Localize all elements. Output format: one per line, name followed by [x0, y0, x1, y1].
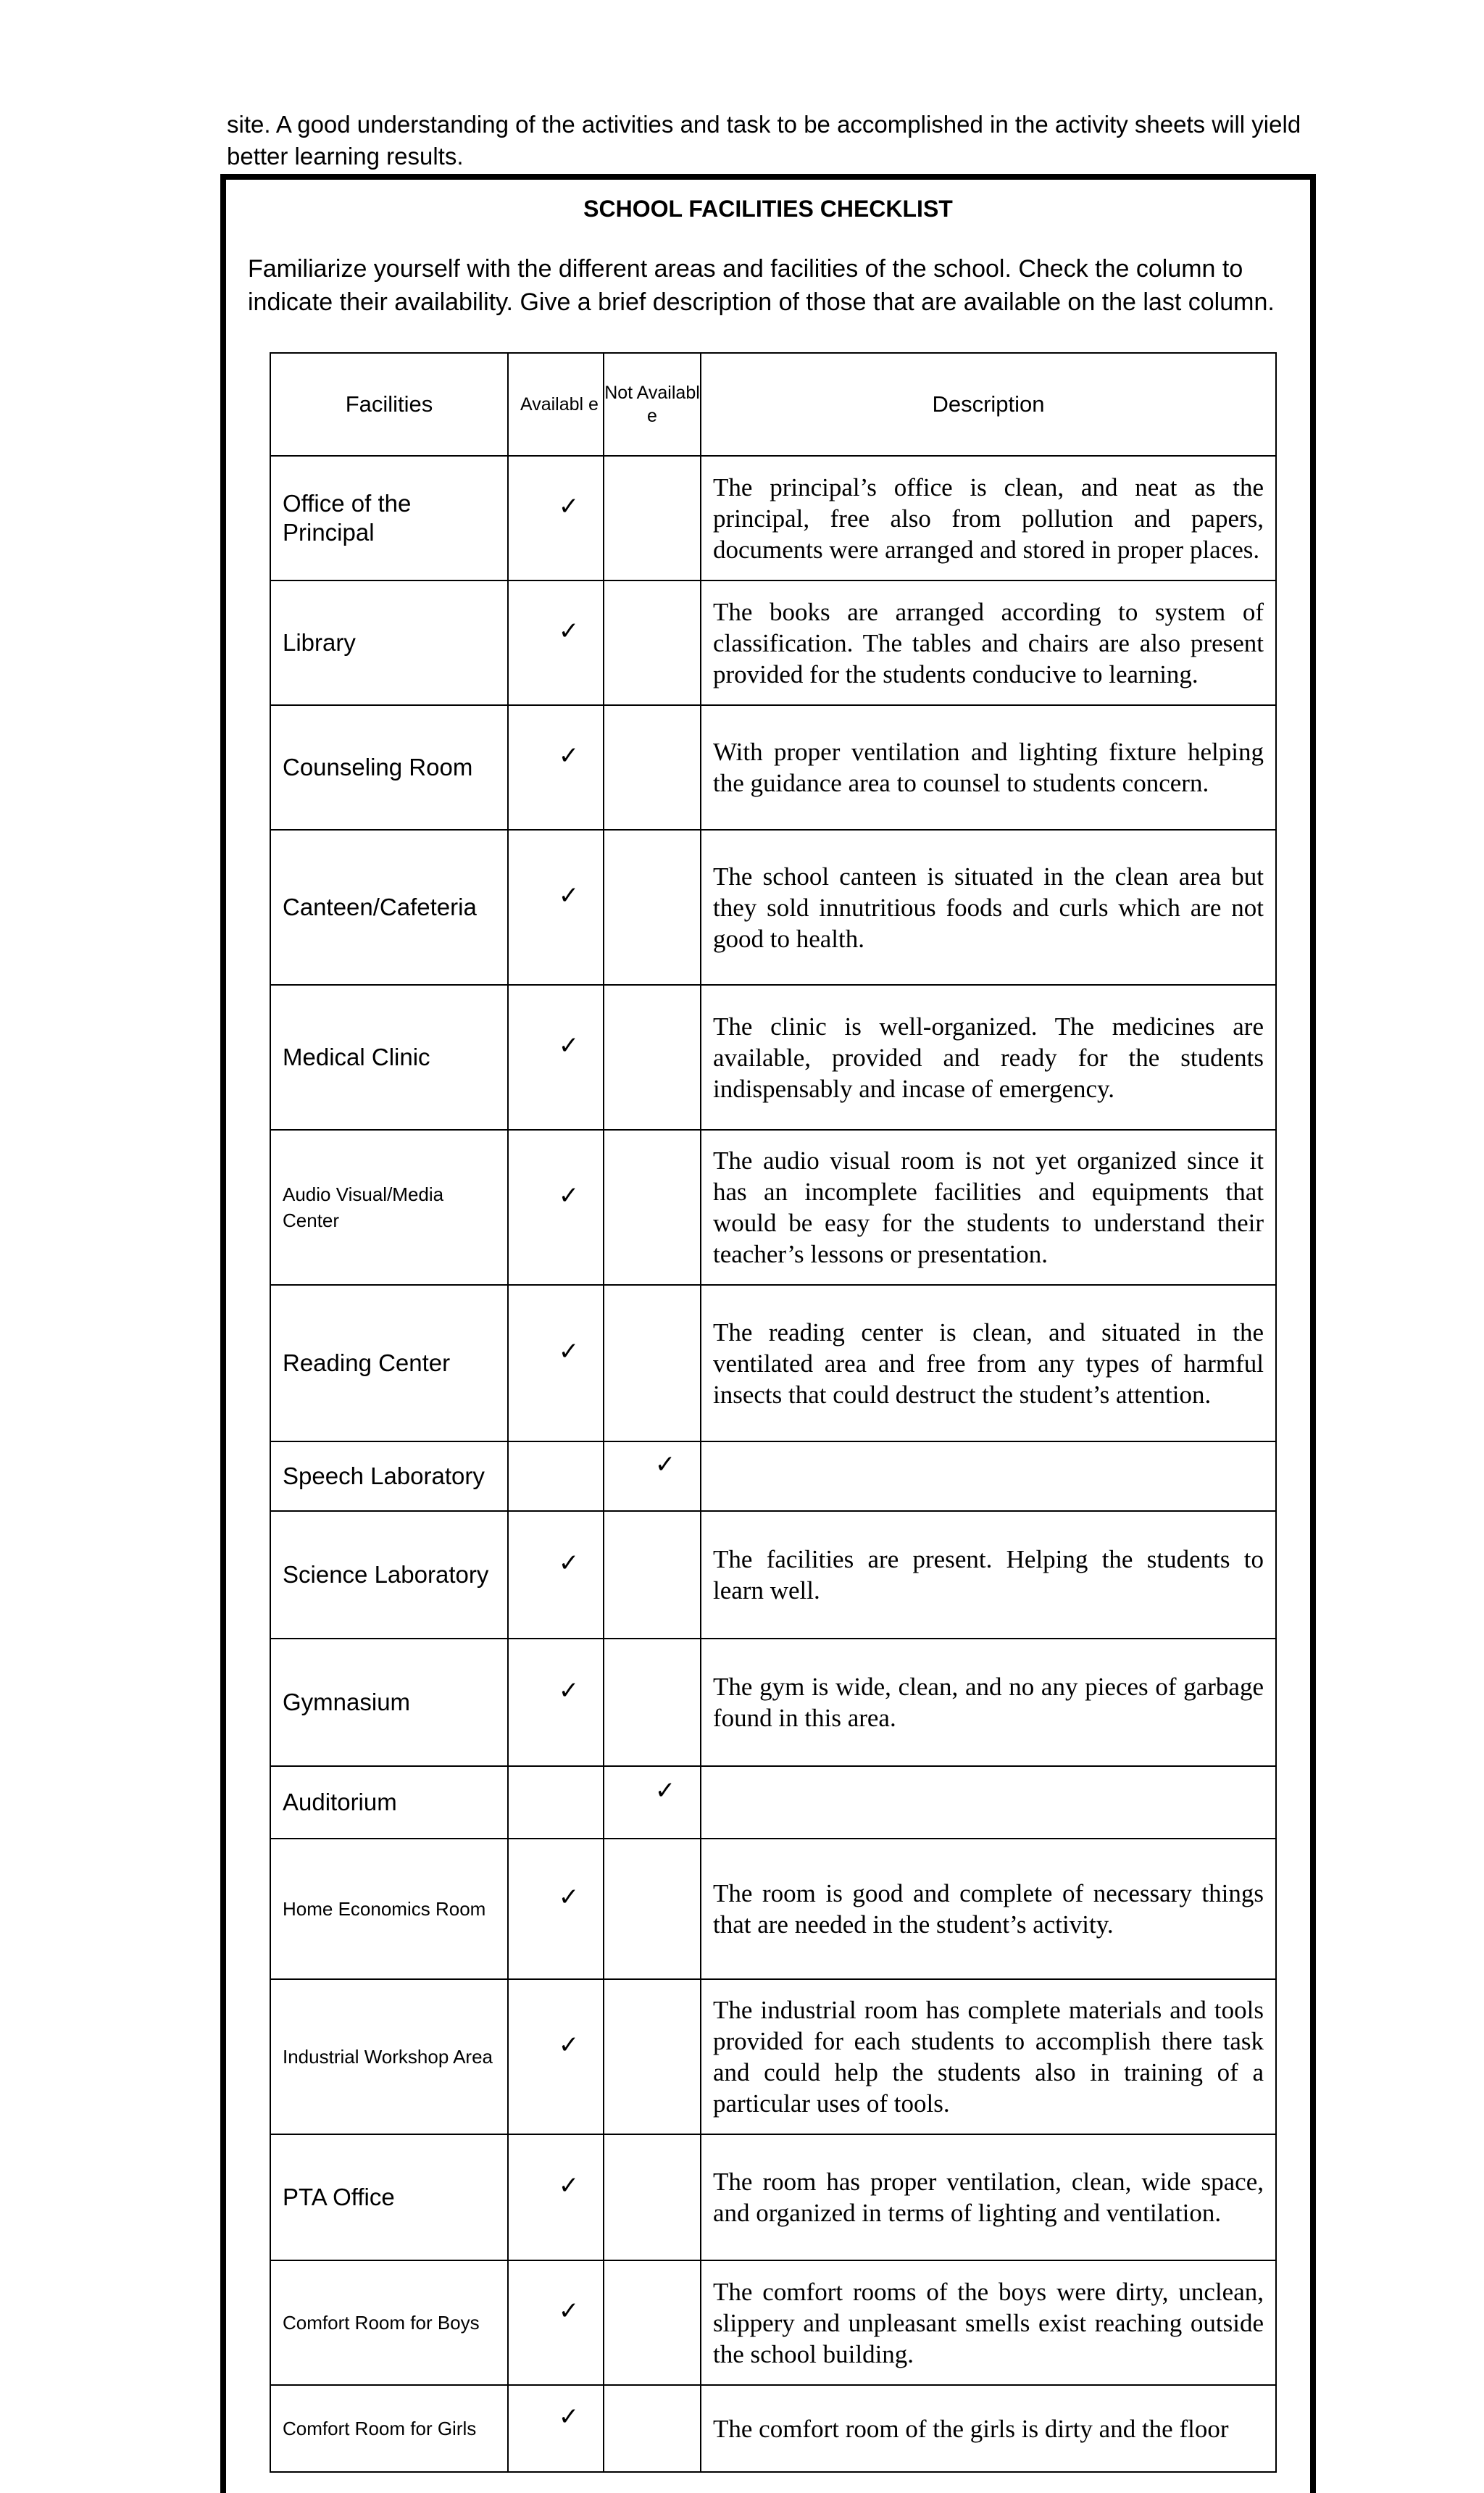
- facility-name: Comfort Room for Girls: [270, 2385, 508, 2472]
- table-row: [270, 1511, 1276, 1639]
- not-available-cell: [604, 2385, 701, 2472]
- facility-description: The audio visual room is not yet organized since it has an incomplete facilities and equipments that would be easy for the students to understand their teacher’s lessons or presentation.: [701, 1130, 1276, 1285]
- table-row: [270, 1839, 1276, 1979]
- available-cell: [508, 1130, 604, 1285]
- table-row: [270, 1639, 1276, 1766]
- available-cell: [508, 705, 604, 830]
- check-icon: ✓: [558, 2402, 580, 2431]
- facility-description: The comfort rooms of the boys were dirty, unclean, slippery and unpleasant smells exist reaching outside the school building.: [701, 2260, 1276, 2385]
- check-icon: ✓: [558, 1181, 580, 1210]
- table-row: [270, 985, 1276, 1130]
- available-cell: [508, 2134, 604, 2260]
- facility-name: Gymnasium: [270, 1639, 508, 1766]
- available-cell: [508, 985, 604, 1130]
- header-facilities: Facilities: [270, 353, 508, 456]
- facility-description: [701, 1766, 1276, 1839]
- check-icon: ✓: [558, 492, 580, 521]
- check-icon: ✓: [558, 741, 580, 770]
- table-header-row: [270, 353, 1276, 456]
- not-available-cell: [604, 985, 701, 1130]
- available-cell: [508, 2260, 604, 2385]
- check-icon: ✓: [654, 1776, 676, 1805]
- available-cell: [508, 1839, 604, 1979]
- not-available-cell: [604, 456, 701, 580]
- available-cell: [508, 830, 604, 985]
- facility-name: Audio Visual/Media Center: [270, 1130, 508, 1285]
- facility-description: The industrial room has complete materials and tools provided for each students to accomplish there task and could help the students also in training of a particular uses of tools.: [701, 1979, 1276, 2134]
- check-icon: ✓: [558, 881, 580, 910]
- checklist-title: SCHOOL FACILITIES CHECKLIST: [583, 196, 953, 222]
- available-cell: [508, 2385, 604, 2472]
- not-available-cell: [604, 580, 701, 705]
- facility-name: Auditorium: [270, 1766, 508, 1839]
- check-icon: ✓: [558, 1883, 580, 1912]
- table-row: [270, 2385, 1276, 2472]
- not-available-cell: [604, 1839, 701, 1979]
- facility-description: The school canteen is situated in the clean area but they sold innutritious foods and curls which are not good to health.: [701, 830, 1276, 985]
- not-available-cell: [604, 1285, 701, 1441]
- available-cell: [508, 1766, 604, 1839]
- facility-name: PTA Office: [270, 2134, 508, 2260]
- table-row: [270, 456, 1276, 580]
- available-cell: [508, 1441, 604, 1511]
- available-cell: [508, 1285, 604, 1441]
- facility-name: Industrial Workshop Area: [270, 1979, 508, 2134]
- not-available-cell: [604, 1979, 701, 2134]
- facility-name: Canteen/Cafeteria: [270, 830, 508, 985]
- checklist-frame: [220, 174, 1316, 2493]
- facility-name: Speech Laboratory: [270, 1441, 508, 1511]
- facility-description: The comfort room of the girls is dirty and the floor: [701, 2385, 1276, 2472]
- available-cell: [508, 1979, 604, 2134]
- facility-name: Comfort Room for Boys: [270, 2260, 508, 2385]
- available-cell: [508, 1511, 604, 1639]
- not-available-cell: [604, 2134, 701, 2260]
- instructions: Familiarize yourself with the different areas and facilities of the school. Check the column to indicate their availability. Give a brief description of those that are available on the last column.: [248, 255, 1275, 316]
- facility-name: Library: [270, 580, 508, 705]
- facility-description: The room is good and complete of necessary things that are needed in the student’s activity.: [701, 1839, 1276, 1979]
- table-row: [270, 830, 1276, 985]
- header-description: Description: [701, 353, 1276, 456]
- facility-description: The books are arranged according to system of classification. The tables and chairs are also present provided for the students conducive to learning.: [701, 580, 1276, 705]
- available-cell: [508, 1639, 604, 1766]
- table-row: [270, 2260, 1276, 2385]
- check-icon: ✓: [558, 2031, 580, 2060]
- intro-paragraph: site. A good understanding of the activities and task to be accomplished in the activity sheets will yield better learning results.: [227, 111, 1301, 170]
- facility-name: Office of the Principal: [270, 456, 508, 580]
- facility-name: Science Laboratory: [270, 1511, 508, 1639]
- table-row: [270, 1979, 1276, 2134]
- facility-name: Counseling Room: [270, 705, 508, 830]
- not-available-cell: [604, 705, 701, 830]
- check-icon: ✓: [558, 1676, 580, 1705]
- facility-name: Home Economics Room: [270, 1839, 508, 1979]
- table-row: [270, 1441, 1276, 1511]
- check-icon: ✓: [558, 1031, 580, 1060]
- facility-description: The principal’s office is clean, and neat as the principal, free also from pollution and papers, documents were arranged and stored in proper places.: [701, 456, 1276, 580]
- facilities-table: [270, 352, 1277, 2473]
- facility-description: The reading center is clean, and situated in the ventilated area and free from any types of harmful insects that could destruct the student’s attention.: [701, 1285, 1276, 1441]
- available-cell: [508, 580, 604, 705]
- header-not-available: Not Availabl e: [604, 353, 701, 456]
- table-row: [270, 705, 1276, 830]
- facility-description: With proper ventilation and lighting fixture helping the guidance area to counsel to students concern.: [701, 705, 1276, 830]
- table-row: [270, 580, 1276, 705]
- check-icon: ✓: [558, 1337, 580, 1366]
- not-available-cell: [604, 1639, 701, 1766]
- table-row: [270, 1285, 1276, 1441]
- check-icon: ✓: [558, 617, 580, 646]
- not-available-cell: [604, 1441, 701, 1511]
- not-available-cell: [604, 1130, 701, 1285]
- not-available-cell: [604, 1511, 701, 1639]
- not-available-cell: [604, 1766, 701, 1839]
- table-row: [270, 1130, 1276, 1285]
- table-row: [270, 1766, 1276, 1839]
- check-icon: ✓: [654, 1450, 676, 1479]
- facility-description: The clinic is well-organized. The medicines are available, provided and ready for the students indispensably and incase of emergency.: [701, 985, 1276, 1130]
- check-icon: ✓: [558, 2171, 580, 2200]
- check-icon: ✓: [558, 1549, 580, 1578]
- facility-description: The room has proper ventilation, clean, wide space, and organized in terms of lighting and ventilation.: [701, 2134, 1276, 2260]
- facility-name: Medical Clinic: [270, 985, 508, 1130]
- facility-description: The gym is wide, clean, and no any pieces of garbage found in this area.: [701, 1639, 1276, 1766]
- header-available: Availabl e: [508, 353, 604, 456]
- check-icon: ✓: [558, 2297, 580, 2326]
- facility-name: Reading Center: [270, 1285, 508, 1441]
- not-available-cell: [604, 2260, 701, 2385]
- facility-description: [701, 1441, 1276, 1511]
- facility-description: The facilities are present. Helping the students to learn well.: [701, 1511, 1276, 1639]
- available-cell: [508, 456, 604, 580]
- not-available-cell: [604, 830, 701, 985]
- table-row: [270, 2134, 1276, 2260]
